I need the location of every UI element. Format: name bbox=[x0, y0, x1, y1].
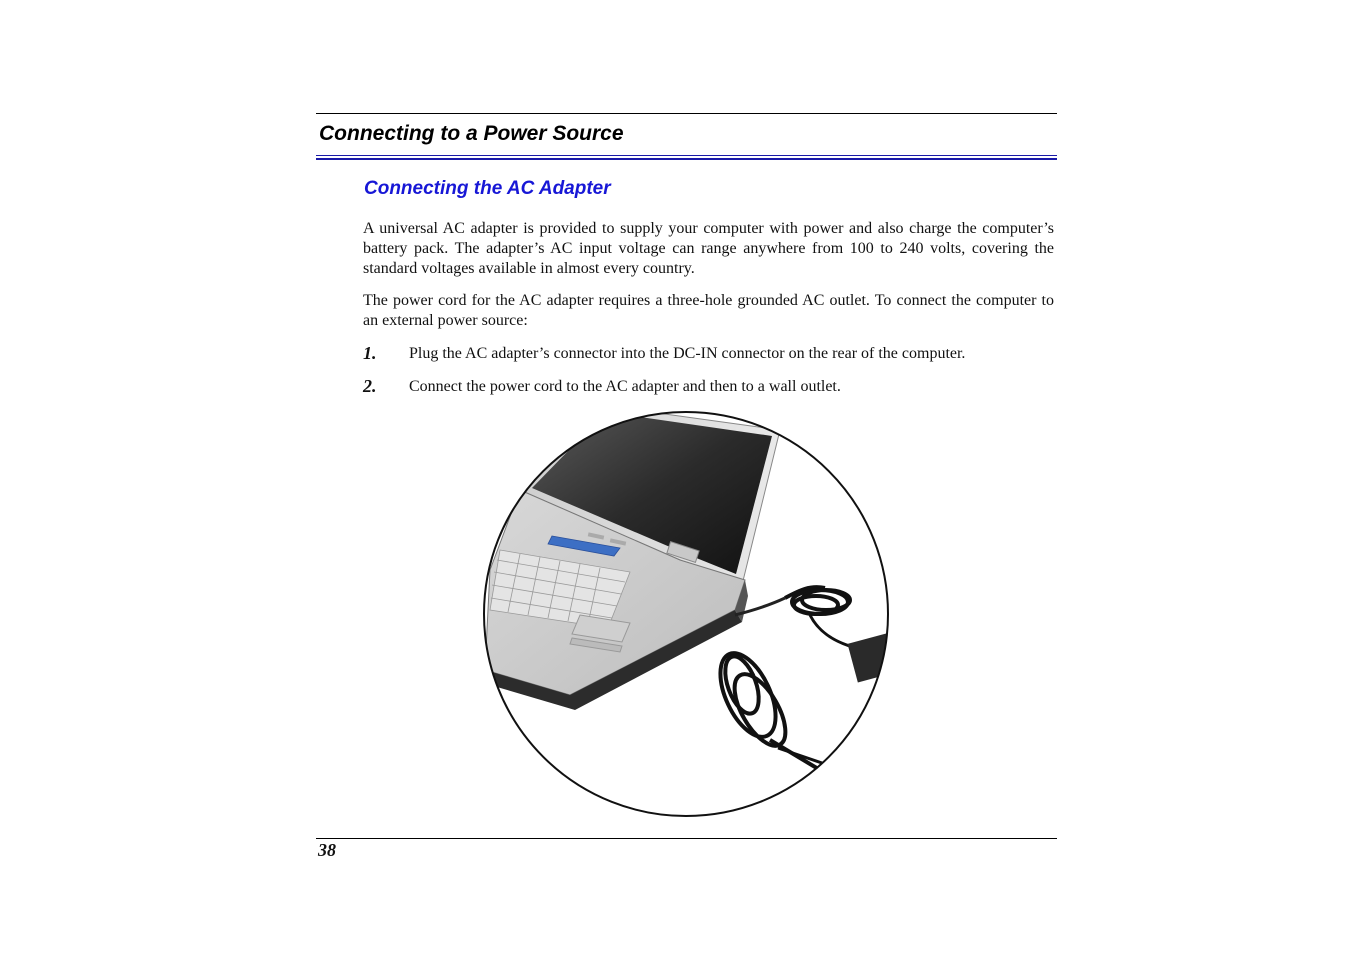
laptop-ac-adapter-illustration bbox=[480, 410, 892, 818]
section-title: Connecting the AC Adapter bbox=[364, 178, 611, 199]
paragraph-intro: A universal AC adapter is provided to supply your computer with power and also charge the computer’s battery pack. The adapter’s AC input voltage can range anywhere from 100 to 240 volts, covering the standard voltages available in almost every country. bbox=[363, 220, 1054, 277]
paragraph-power-cord: The power cord for the AC adapter requires a three-hole grounded AC outlet. To connect the computer to an external power source: bbox=[363, 292, 1054, 329]
step-text: Connect the power cord to the AC adapter and then to a wall outlet. bbox=[409, 378, 841, 395]
header-rule bbox=[316, 113, 1057, 114]
chapter-title-underline bbox=[316, 155, 1057, 157]
chapter-title: Connecting to a Power Source bbox=[319, 122, 624, 145]
page-number: 38 bbox=[318, 840, 336, 860]
step-number: 1. bbox=[363, 343, 377, 363]
footer-rule bbox=[316, 838, 1057, 839]
step-text: Plug the AC adapter’s connector into the DC-IN connector on the rear of the computer. bbox=[409, 345, 966, 362]
illustration-content bbox=[480, 410, 892, 770]
step-number: 2. bbox=[363, 376, 377, 396]
